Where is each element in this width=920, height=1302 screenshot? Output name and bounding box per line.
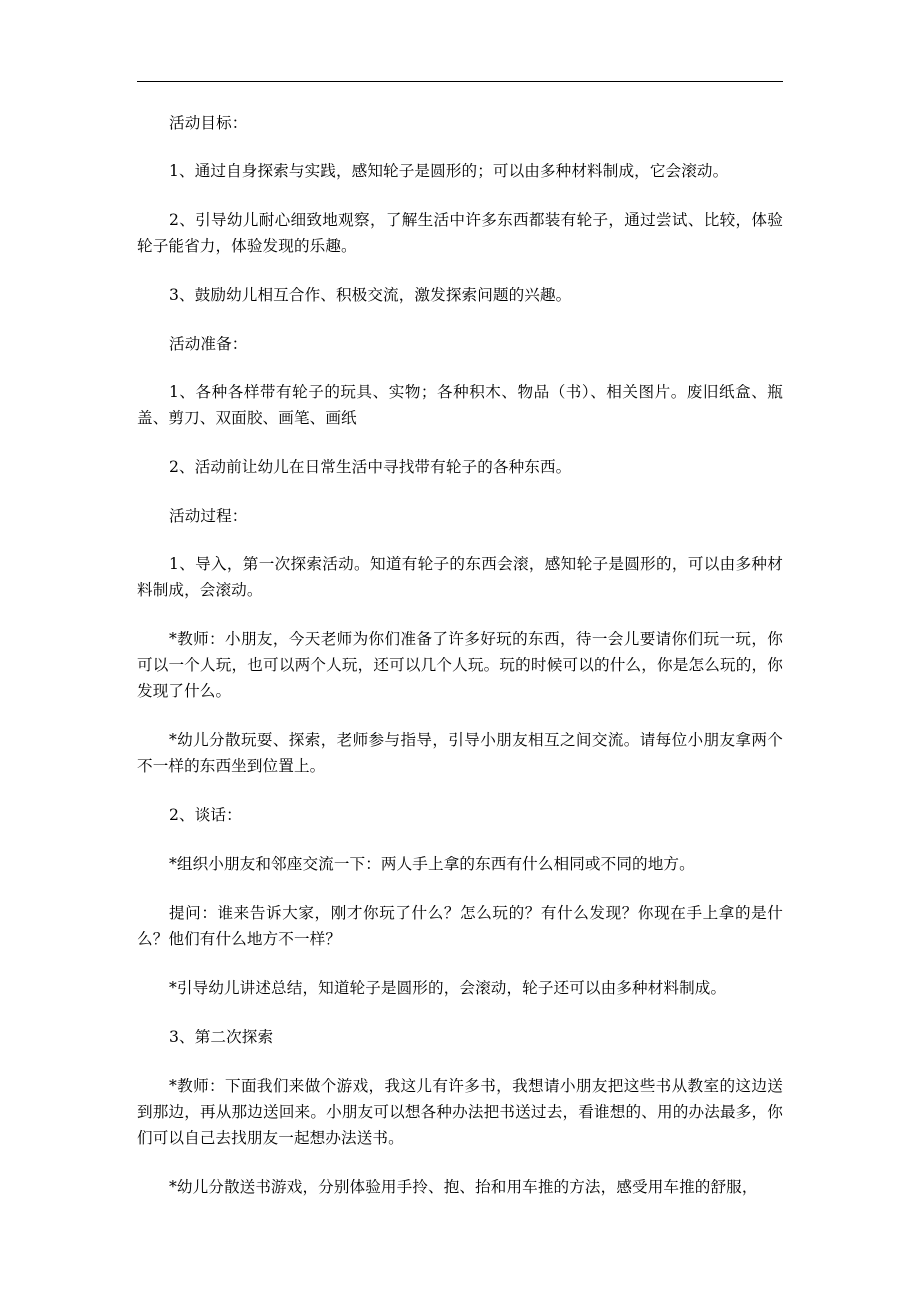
paragraph-teacher-2: *教师：下面我们来做个游戏，我这儿有许多书，我想请小朋友把这些书从教室的这边送到那边，再从那边送回来。小朋友可以想各种办法把书送过去，看谁想的、用的办法最多，你们可以自己去找朋友一起想办法送书。 xyxy=(137,1077,783,1147)
paragraph-discussion: *组织小朋友和邻座交流一下：两人手上拿的东西有什么相同或不同的地方。 xyxy=(169,855,695,873)
section-heading-preparation: 活动准备： xyxy=(169,335,248,353)
paragraph-prep-2: 2、活动前让幼儿在日常生活中寻找带有轮子的各种东西。 xyxy=(169,458,572,476)
paragraph-prep-1: 1、各种各样带有轮子的玩具、实物；各种积木、物品（书）、相关图片。废旧纸盒、瓶盖、剪刀、双面胶、画笔、画纸 xyxy=(137,383,783,427)
paragraph-children-1: *幼儿分散玩耍、探索，老师参与指导，引导小朋友相互之间交流。请每位小朋友拿两个不一样的东西坐到位置上。 xyxy=(137,731,783,775)
section-heading-goals: 活动目标： xyxy=(169,114,248,132)
paragraph-goal-3: 3、鼓励幼儿相互合作、积极交流，激发探索问题的兴趣。 xyxy=(169,286,572,304)
section-heading-process: 活动过程： xyxy=(169,507,248,525)
paragraph-teacher-1: *教师：小朋友，今天老师为你们准备了许多好玩的东西，待一会儿要请你们玩一玩，你可以一个人玩，也可以两个人玩，还可以几个人玩。玩的时候可以的什么，你是怎么玩的，你发现了什么。 xyxy=(137,630,783,700)
paragraph-goal-1: 1、通过自身探索与实践，感知轮子是圆形的；可以由多种材料制成，它会滚动。 xyxy=(169,162,729,180)
paragraph-goal-2: 2、引导幼儿耐心细致地观察，了解生活中许多东西都装有轮子，通过尝试、比较，体验轮子能省力，体验发现的乐趣。 xyxy=(137,211,783,255)
paragraph-process-2: 2、谈话： xyxy=(169,806,242,824)
paragraph-summary: *引导幼儿讲述总结，知道轮子是圆形的，会滚动，轮子还可以由多种材料制成。 xyxy=(169,979,727,997)
document-body xyxy=(137,110,783,1223)
paragraph-question: 提问：谁来告诉大家，刚才你玩了什么？怎么玩的？有什么发现？你现在手上拿的是什么？他们有什么地方不一样？ xyxy=(137,904,783,948)
paragraph-process-1: 1、导入，第一次探索活动。知道有轮子的东西会滚，感知轮子是圆形的，可以由多种材料制成，会滚动。 xyxy=(137,555,783,599)
paragraph-process-3: 3、第二次探索 xyxy=(169,1028,274,1046)
paragraph-children-2: *幼儿分散送书游戏，分别体验用手拎、抱、抬和用车推的方法，感受用车推的舒服， xyxy=(169,1178,758,1196)
header-rule xyxy=(137,81,783,82)
